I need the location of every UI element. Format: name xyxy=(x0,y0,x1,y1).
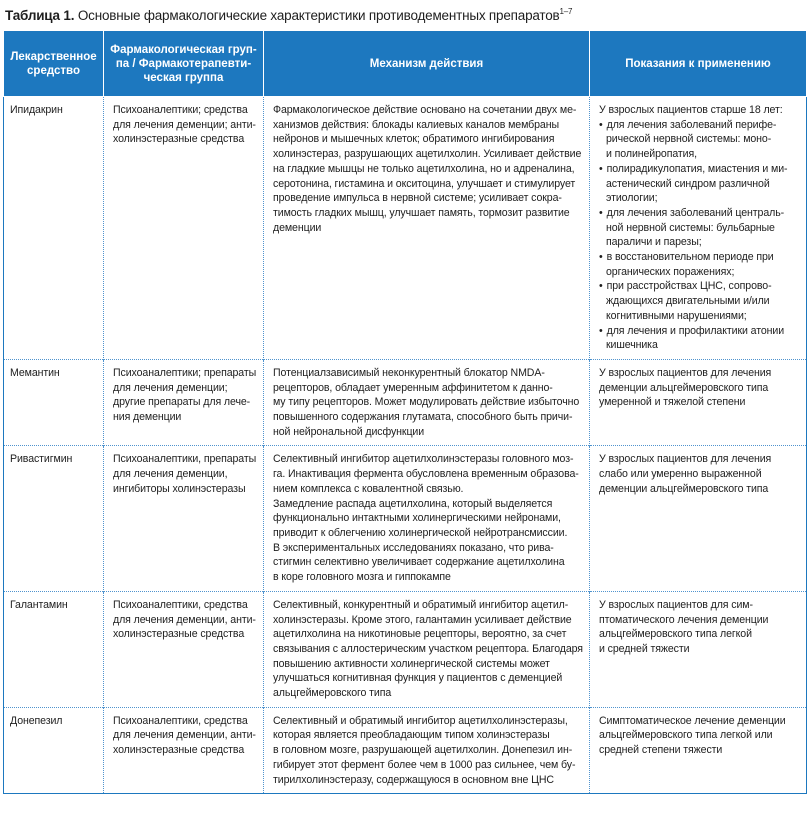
table-caption xyxy=(5,7,572,23)
header-indications: Показания к применению xyxy=(590,31,807,97)
caption-refs: 1–7 xyxy=(559,7,573,16)
list-item: • при расстройствах ЦНС, сопрово- xyxy=(599,279,799,294)
drug-group: Психоаналептики, средства для лечения деменции, анти- холинэстеразные средства xyxy=(104,591,264,707)
table-row xyxy=(4,707,807,794)
list-item: • для лечения и профилактики атонии xyxy=(599,324,799,339)
drug-indications: У взрослых пациентов старше 18 лет: • для лечения заболеваний перифе- рической нервной системы: моно- и полинейропатия, • полирадикулопатия, миастения и ми- астенический синдром различной этиологии; • для лечения заболеваний централь- ной нервной системы: бульбарные параличи и парезы; • в восстановительном периоде при органических поражениях; • при расстройствах ЦНС, сопрово- ждающихся двигательными и/или когнитивными нарушениями; • для лечения и профилактики атонии кишечника xyxy=(590,97,807,360)
drug-mechanism: Селективный, конкурентный и обратимый ингибитор ацетил- холинэстеразы. Кроме этого, галантамин усиливает действие ацетилхолина на никотиновые рецепторы, вероятно, за счет связывания с аллостерическим участком рецептора. Благодаря повышению активности холинергической системы может улучшаться когнитивная функция у пациентов с деменцией альцгеймеровского типа xyxy=(264,591,590,707)
header-drug: Лекарственное средство xyxy=(4,31,104,97)
drug-group: Психоаналептики; препараты для лечения деменции; другие препараты для лече- ния деменции xyxy=(104,359,264,446)
pharmacology-table xyxy=(3,30,807,794)
table-row xyxy=(4,591,807,707)
drug-mechanism: Селективный ингибитор ацетилхолинэстеразы головного моз- га. Инактивация фермента обусловлена временным образова- нием комплекса с ковалентной связью. Замедление распада ацетилхолина, который выделяется функционально интактными холинергическими нейронами, приводит к облегчению холинергической нейротрансмиссии. В экспериментальных исследованиях показано, что рива- стигмин селективно увеличивает содержание ацетилхолина в коре головного мозга и гиппокампе xyxy=(264,446,590,591)
list-item: • для лечения заболеваний перифе- xyxy=(599,118,799,133)
list-item: • для лечения заболеваний централь- xyxy=(599,206,799,221)
table-row xyxy=(4,359,807,446)
header-row xyxy=(4,31,807,97)
header-mechanism: Механизм действия xyxy=(264,31,590,97)
caption-title: Основные фармакологические характеристики противодементных препаратов xyxy=(77,8,560,23)
drug-indications: У взрослых пациентов для лечения деменции альцгеймеровского типа умеренной и тяжелой степени xyxy=(590,359,807,446)
drug-group: Психоаналептики, препараты для лечения деменции, ингибиторы холинэстеразы xyxy=(104,446,264,591)
list-item: • в восстановительном периоде при xyxy=(599,250,799,265)
drug-group: Психоаналептики, средства для лечения деменции, анти- холинэстеразные средства xyxy=(104,707,264,794)
drug-name: Донепезил xyxy=(4,707,104,794)
drug-mechanism: Селективный и обратимый ингибитор ацетилхолинэстеразы, которая является преобладающим типом холинэстеразы в головном мозге, разрушающей ацетилхолин. Донепезил ин- гибирует этот фермент более чем в 1000 раз сильнее, чем бу- тирилхолинэстеразу, содержащуюся в основном вне ЦНС xyxy=(264,707,590,794)
table-row xyxy=(4,446,807,591)
drug-name: Мемантин xyxy=(4,359,104,446)
table-row xyxy=(4,97,807,360)
list-item: • полирадикулопатия, миастения и ми- xyxy=(599,162,799,177)
drug-name: Галантамин xyxy=(4,591,104,707)
drug-group: Психоаналептики; средства для лечения деменции; анти- холинэстеразные средства xyxy=(104,97,264,360)
drug-name: Ривастигмин xyxy=(4,446,104,591)
drug-mechanism: Потенциалзависимый неконкурентный блокатор NMDA- рецепторов, обладает умеренным аффинитетом к данно- му типу рецепторов. Может модулировать действие избыточно повышенного содержания глутамата, способного быть причи- ной нейрональной дисфункции xyxy=(264,359,590,446)
drug-mechanism: Фармакологическое действие основано на сочетании двух ме- ханизмов действия: блокады калиевых каналов мембраны нейронов и мышечных клеток; обратимого ингибирования холинэстераз, разрушающих ацетилхолин. Усиливает действие на гладкие мышцы не только ацетилхолина, но и адреналина, серотонина, гистамина и окситоцина, улучшает и стимулирует проведение импульса в нервной системе; усиливает сокра- тимость гладких мышц, улучшает память, тормозит развитие деменции xyxy=(264,97,590,360)
drug-name: Ипидакрин xyxy=(4,97,104,360)
drug-indications: Симптоматическое лечение деменции альцгеймеровского типа легкой или средней степени тяжести xyxy=(590,707,807,794)
caption-label: Таблица 1. xyxy=(5,8,75,23)
header-group: Фармакологическая груп- па / Фармакотерапевти- ческая группа xyxy=(104,31,264,97)
drug-indications: У взрослых пациентов для сим- птоматического лечения деменции альцгеймеровского типа легкой и средней тяжести xyxy=(590,591,807,707)
drug-indications: У взрослых пациентов для лечения слабо или умеренно выраженной деменции альцгеймеровского типа xyxy=(590,446,807,591)
